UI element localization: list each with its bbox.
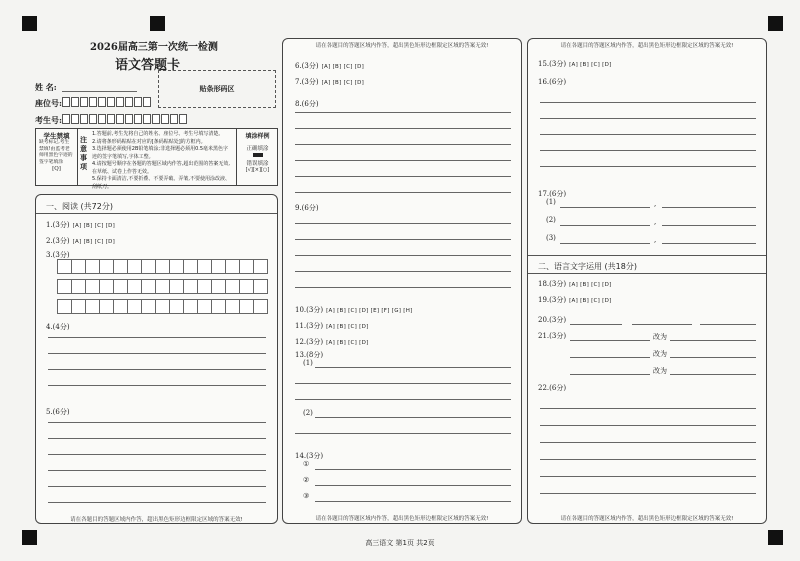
answer-line[interactable] — [540, 150, 756, 151]
answer-line[interactable] — [540, 134, 756, 135]
sub-question-label: (1) — [546, 198, 556, 206]
sub-question-label: (2) — [303, 409, 313, 417]
student-no-fill — [36, 129, 78, 185]
answer-line[interactable] — [295, 223, 511, 224]
exam-number-label: 考生号: — [35, 115, 62, 125]
answer-line[interactable] — [295, 160, 511, 161]
rule-item: 4.请按题号顺序在各题的答题区域内作答,超出范围的答案无效,在草纸、试卷上作答无效。 — [92, 161, 230, 175]
answer-line[interactable] — [295, 255, 511, 256]
notes-label: 注意事项 — [80, 135, 87, 171]
student-no-fill-label: 学生禁填 — [43, 132, 70, 140]
question-9: 9.(6分) — [295, 204, 319, 212]
answer-line[interactable] — [48, 422, 266, 423]
name-field[interactable] — [62, 91, 137, 92]
answer-line[interactable] — [315, 501, 511, 502]
section-divider — [36, 213, 277, 214]
question-10: 10.(3分) [A] [B] [C] [D] [E] [F] [G] [H] — [295, 306, 413, 314]
answer-line[interactable] — [295, 176, 511, 177]
choice-options[interactable]: [A] [B] [C] [D] — [326, 340, 369, 346]
student-no-fill-text: 缺考标记,考生禁填!由监考老师用黑色字迹的签字笔填涂 — [39, 140, 73, 165]
choice-options[interactable]: [A] [B] [C] [D] [E] [F] [G] [H] — [326, 308, 413, 314]
seat-label: 座位号: — [35, 98, 62, 108]
question-21: 21.(3分) — [538, 332, 567, 340]
answer-line[interactable] — [48, 454, 266, 455]
choice-options[interactable]: [A] [B] [C] [D] — [569, 62, 612, 68]
question-5: 5.(6分) — [46, 408, 70, 416]
answer-line[interactable] — [700, 324, 756, 325]
question-3: 3.(3分) — [46, 251, 70, 259]
answer-panel-right — [527, 38, 767, 524]
answer-line[interactable] — [560, 225, 650, 226]
barcode-label: 贴条形码区 — [199, 84, 235, 93]
wrong-fill-label: 错误填涂 — [246, 161, 269, 167]
sub-question-label: (2) — [546, 216, 556, 224]
question-8: 8.(6分) — [295, 100, 319, 108]
answer-line[interactable] — [315, 469, 511, 470]
rule-item: 1.答题前,考生先将自己的姓名、座位号、考生号填写清楚。 — [92, 131, 224, 137]
answer-line[interactable] — [315, 485, 511, 486]
answer-line[interactable] — [48, 502, 266, 503]
absent-mark[interactable]: [Q] — [52, 166, 61, 172]
question-17: 17.(6分) — [538, 190, 567, 198]
question-14: 14.(3分) — [295, 452, 324, 460]
answer-line[interactable] — [670, 340, 756, 341]
answer-line[interactable] — [570, 357, 650, 358]
answer-line[interactable] — [315, 367, 511, 368]
rule-item: 5.保持卡面清洁,不要折叠、不要弄破、弄皱,不要使用涂改液、刮纸刀。 — [92, 176, 230, 190]
answer-line[interactable] — [295, 287, 511, 288]
question-4: 4.(4分) — [46, 323, 70, 331]
question-2: 2.(3分) [A] [B] [C] [D] — [46, 237, 116, 245]
exam-title: 2026届高三第一次统一检测 — [90, 42, 218, 53]
change-to-label: 改为 — [653, 350, 667, 358]
alignment-mark-top-mid — [150, 16, 165, 31]
answer-line[interactable] — [570, 340, 650, 341]
answer-line[interactable] — [662, 225, 756, 226]
alignment-mark-top-left — [22, 16, 37, 31]
comma: , — [654, 218, 657, 226]
choice-options[interactable]: [A] [B] [C] [D] — [72, 239, 116, 245]
answer-line[interactable] — [295, 433, 511, 434]
sub-question-label: (3) — [546, 234, 556, 242]
alignment-mark-top-right — [768, 16, 783, 31]
barcode-area — [158, 70, 276, 108]
answer-line[interactable] — [540, 476, 756, 477]
seat-number-boxes[interactable] — [62, 97, 152, 107]
question-16: 16.(6分) — [538, 78, 567, 86]
question-19: 19.(3分) [A] [B] [C] [D] — [538, 296, 612, 304]
question-13: 13.(8分) — [295, 351, 324, 359]
section-reading-title: 一、阅读 (共72分) — [46, 202, 113, 211]
boundary-notice: 请在各题目的答题区域内作答，超出黑色矩形边框限定区域的答案无效! — [315, 43, 489, 49]
answer-line[interactable] — [632, 324, 692, 325]
answer-line[interactable] — [295, 239, 511, 240]
character-grid[interactable] — [57, 259, 267, 273]
sub-question-label: ③ — [303, 492, 310, 500]
answer-line[interactable] — [570, 324, 622, 325]
answer-line[interactable] — [295, 383, 511, 384]
answer-line[interactable] — [540, 102, 756, 103]
name-label: 姓 名: — [35, 82, 57, 92]
section-divider — [528, 273, 766, 274]
fill-sample — [236, 129, 278, 185]
answer-line[interactable] — [662, 243, 756, 244]
answer-line[interactable] — [48, 369, 266, 370]
card-title: 语文答题卡 — [115, 58, 181, 73]
fill-sample-title: 填涂样例 — [245, 133, 270, 140]
answer-line[interactable] — [48, 385, 266, 386]
exam-number-boxes[interactable] — [62, 114, 188, 124]
answer-line[interactable] — [295, 144, 511, 145]
answer-line[interactable] — [48, 438, 266, 439]
answer-line[interactable] — [295, 399, 511, 400]
answer-line[interactable] — [540, 425, 756, 426]
character-grid[interactable] — [57, 299, 267, 313]
sub-question-label: ② — [303, 476, 310, 484]
question-22: 22.(6分) — [538, 384, 567, 392]
boundary-notice: 请在各题目的答题区域内作答，超出黑色矩形边框限定区域的答案无效! — [70, 517, 243, 523]
answer-line[interactable] — [670, 357, 756, 358]
correct-fill-label: 正确填涂 — [246, 146, 269, 152]
answer-line[interactable] — [295, 112, 511, 113]
choice-options[interactable]: [A] [B] [C] [D] — [321, 80, 365, 86]
rules-list — [92, 131, 232, 191]
choice-options[interactable]: [A] [B] [C] [D] — [321, 64, 365, 70]
question-18: 18.(3分) [A] [B] [C] [D] — [538, 280, 612, 288]
character-grid[interactable] — [57, 279, 267, 293]
answer-line[interactable] — [540, 459, 756, 460]
boundary-notice: 请在各题目的答题区域内作答，超出黑色矩形边框限定区域的答案无效! — [315, 516, 489, 522]
question-7: 7.(3分) [A] [B] [C] [D] — [295, 78, 365, 86]
page-footer: 高三语文 第1页 共2页 — [365, 539, 435, 547]
rule-item: 3.选择题必须使用2B铅笔填涂;非选择题必须用0.5毫米黑色字迹的签字笔填写,字体工整。 — [92, 146, 229, 160]
change-to-label: 改为 — [653, 367, 667, 375]
answer-line[interactable] — [540, 166, 756, 167]
answer-line[interactable] — [48, 486, 266, 487]
section-divider — [528, 255, 766, 256]
question-1: 1.(3分) [A] [B] [C] [D] — [46, 221, 116, 229]
choice-options[interactable]: [A] [B] [C] [D] — [326, 324, 369, 330]
answer-line[interactable] — [670, 374, 756, 375]
answer-line[interactable] — [540, 408, 756, 409]
comma: , — [654, 236, 657, 244]
answer-line[interactable] — [560, 207, 650, 208]
section-language-title: 二、语言文字运用 (共18分) — [538, 262, 637, 271]
answer-line[interactable] — [48, 353, 266, 354]
question-20: 20.(3分) — [538, 316, 567, 324]
correct-fill-sample — [253, 153, 263, 157]
answer-line[interactable] — [48, 470, 266, 471]
answer-line[interactable] — [662, 207, 756, 208]
answer-line[interactable] — [560, 243, 650, 244]
instructions-block — [35, 128, 278, 190]
choice-options[interactable]: [A] [B] [C] [D] — [569, 282, 612, 288]
sub-question-label: ① — [303, 460, 310, 468]
sub-question-label: (1) — [303, 359, 313, 367]
boundary-notice: 请在各题目的答题区域内作答，超出黑色矩形边框限定区域的答案无效! — [560, 43, 734, 49]
answer-line[interactable] — [570, 374, 650, 375]
answer-line[interactable] — [540, 118, 756, 119]
answer-line[interactable] — [540, 493, 756, 494]
comma: , — [654, 200, 657, 208]
answer-panel-middle — [282, 38, 522, 524]
answer-line[interactable] — [315, 417, 511, 418]
question-6: 6.(3分) [A] [B] [C] [D] — [295, 62, 365, 70]
question-11: 11.(3分) [A] [B] [C] [D] — [295, 322, 369, 330]
choice-options[interactable]: [A] [B] [C] [D] — [569, 298, 612, 304]
question-12: 12.(3分) [A] [B] [C] [D] — [295, 338, 369, 346]
boundary-notice: 请在各题目的答题区域内作答，超出黑色矩形边框限定区域的答案无效! — [560, 516, 734, 522]
answer-line[interactable] — [295, 128, 511, 129]
answer-line[interactable] — [48, 337, 266, 338]
wrong-fill-sample: [√][×][○] — [245, 167, 270, 173]
rule-item: 2.请将条形码粘贴在对应的[条码粘贴处]的方框内。 — [92, 138, 206, 145]
choice-options[interactable]: [A] [B] [C] [D] — [72, 223, 116, 229]
answer-panel-left — [35, 194, 278, 524]
answer-line[interactable] — [540, 442, 756, 443]
answer-line[interactable] — [295, 192, 511, 193]
change-to-label: 改为 — [653, 333, 667, 341]
question-15: 15.(3分) [A] [B] [C] [D] — [538, 60, 612, 68]
answer-line[interactable] — [295, 271, 511, 272]
